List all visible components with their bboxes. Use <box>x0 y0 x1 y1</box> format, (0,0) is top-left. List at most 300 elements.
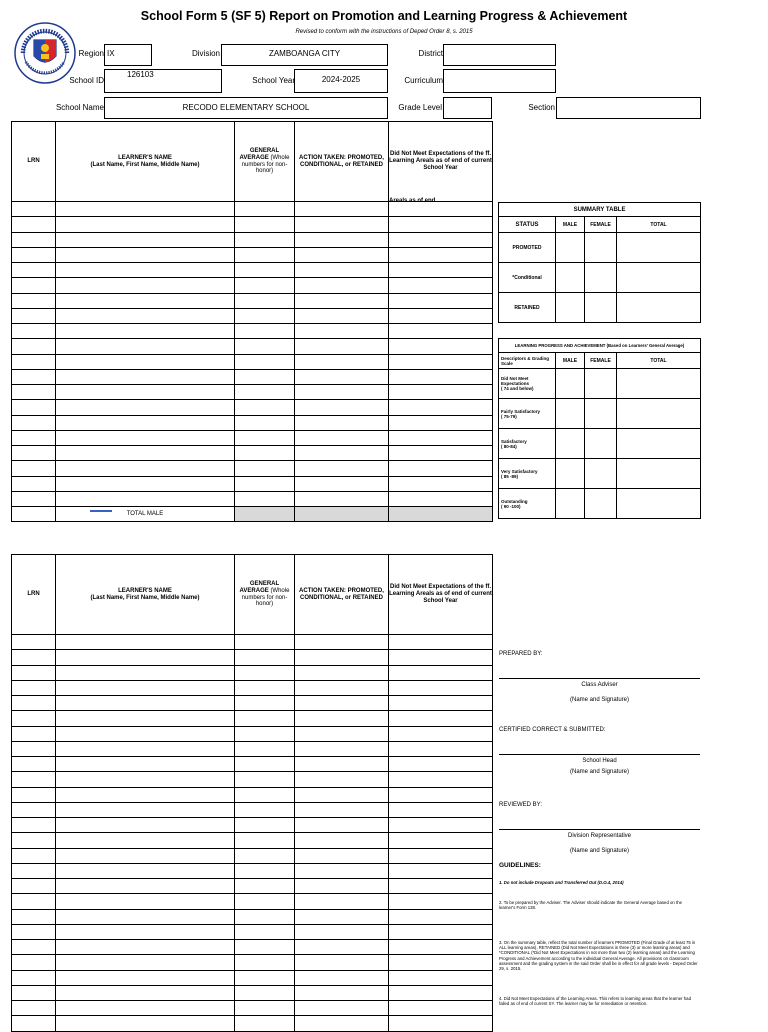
cell[interactable] <box>556 369 585 399</box>
col-general-average-header <box>235 555 295 635</box>
descriptor-range: ( 85 -89) <box>501 473 519 479</box>
learner-cell[interactable] <box>12 635 56 650</box>
learner-cell[interactable] <box>12 1001 56 1016</box>
learner-cell[interactable] <box>235 635 295 650</box>
learner-cell[interactable] <box>295 217 389 232</box>
learner-cell[interactable] <box>295 848 389 863</box>
summary-row-promoted: PROMOTED <box>499 233 556 263</box>
learner-cell[interactable] <box>389 955 493 970</box>
learner-cell[interactable] <box>56 446 235 461</box>
learner-cell[interactable] <box>389 1001 493 1016</box>
learner-cell[interactable] <box>12 324 56 339</box>
learner-cell[interactable] <box>56 726 235 741</box>
learner-cell[interactable] <box>235 339 295 354</box>
learner-cell[interactable] <box>389 924 493 939</box>
learner-cell[interactable] <box>295 400 389 415</box>
learner-cell[interactable] <box>295 863 389 878</box>
table-row <box>12 772 493 787</box>
cell[interactable] <box>617 263 701 293</box>
learner-cell[interactable] <box>295 308 389 323</box>
col-not-met-header: Did Not Meet Expectations of the ff. Learning Areals as of end of current School Year <box>389 122 493 202</box>
learner-cell[interactable] <box>389 263 493 278</box>
cell[interactable] <box>556 399 585 429</box>
learner-cell[interactable] <box>235 894 295 909</box>
learner-cell[interactable] <box>235 461 295 476</box>
learner-cell[interactable] <box>235 278 295 293</box>
learner-cell[interactable] <box>235 1016 295 1031</box>
learner-cell[interactable] <box>295 924 389 939</box>
learner-cell[interactable] <box>12 385 56 400</box>
learner-cell[interactable] <box>295 415 389 430</box>
learner-cell[interactable] <box>389 985 493 1000</box>
learner-cell[interactable] <box>389 680 493 695</box>
learner-cell[interactable] <box>295 461 389 476</box>
learner-cell[interactable] <box>295 970 389 985</box>
school-head-signature-line[interactable] <box>499 754 700 755</box>
school-name-field[interactable]: RECODO ELEMENTARY SCHOOL <box>104 97 388 119</box>
learner-cell[interactable] <box>389 354 493 369</box>
total-male-label-cell[interactable] <box>56 507 235 522</box>
col-lrn-header: LRN <box>12 122 56 202</box>
learner-cell[interactable] <box>56 909 235 924</box>
table-row <box>12 461 493 476</box>
learner-cell[interactable] <box>295 757 389 772</box>
learner-cell[interactable] <box>12 217 56 232</box>
learner-cell[interactable] <box>295 247 389 262</box>
learner-cell[interactable] <box>56 772 235 787</box>
learner-cell[interactable] <box>12 263 56 278</box>
learner-cell[interactable] <box>12 339 56 354</box>
learner-cell[interactable] <box>12 430 56 445</box>
learner-cell[interactable] <box>235 879 295 894</box>
learner-cell[interactable] <box>295 833 389 848</box>
learner-cell[interactable] <box>56 848 235 863</box>
learner-cell[interactable] <box>12 879 56 894</box>
learner-cell[interactable] <box>12 818 56 833</box>
cell[interactable] <box>556 489 585 519</box>
learner-cell[interactable] <box>295 985 389 1000</box>
section-field[interactable] <box>556 97 701 119</box>
learner-cell[interactable] <box>56 650 235 665</box>
learner-cell[interactable] <box>12 772 56 787</box>
table-row <box>12 863 493 878</box>
learner-cell[interactable] <box>389 385 493 400</box>
learner-cell[interactable] <box>56 293 235 308</box>
cell[interactable] <box>585 369 617 399</box>
table-row <box>12 1001 493 1016</box>
learner-cell[interactable] <box>56 696 235 711</box>
learner-cell[interactable] <box>235 232 295 247</box>
learner-cell[interactable] <box>12 711 56 726</box>
learner-cell[interactable] <box>56 711 235 726</box>
summary-col-male: MALE <box>556 217 585 233</box>
learner-cell[interactable] <box>389 415 493 430</box>
learner-cell[interactable] <box>389 879 493 894</box>
learner-cell[interactable] <box>235 324 295 339</box>
learner-cell[interactable] <box>235 909 295 924</box>
learner-cell[interactable] <box>295 1001 389 1016</box>
learner-cell[interactable] <box>56 924 235 939</box>
division-rep-signature-line[interactable] <box>499 829 700 830</box>
learner-cell[interactable] <box>389 430 493 445</box>
cell[interactable] <box>585 293 617 323</box>
cell[interactable] <box>556 459 585 489</box>
cell[interactable] <box>585 429 617 459</box>
learner-cell[interactable] <box>56 400 235 415</box>
total-cell[interactable] <box>295 507 389 522</box>
learner-cell[interactable] <box>295 491 389 506</box>
learner-cell[interactable] <box>235 293 295 308</box>
region-field[interactable]: IX <box>104 44 152 66</box>
descriptor-range: ( 75-79) <box>501 413 517 419</box>
descriptor-name: Very Satisfactory <box>501 468 538 474</box>
learner-cell[interactable] <box>295 909 389 924</box>
learner-cell[interactable] <box>235 848 295 863</box>
division-rep-label: Division Representative <box>567 833 632 839</box>
descriptor-name: Did Not Meet Expectations <box>501 376 530 386</box>
learner-cell[interactable] <box>389 848 493 863</box>
learner-cell[interactable] <box>56 970 235 985</box>
learner-cell[interactable] <box>235 970 295 985</box>
learner-cell[interactable] <box>235 430 295 445</box>
learner-cell[interactable] <box>12 924 56 939</box>
learner-cell[interactable] <box>56 1001 235 1016</box>
learner-cell[interactable] <box>235 385 295 400</box>
learner-cell[interactable] <box>235 400 295 415</box>
learner-cell[interactable] <box>295 446 389 461</box>
learner-cell[interactable] <box>235 415 295 430</box>
learner-cell[interactable] <box>295 650 389 665</box>
learner-cell[interactable] <box>56 232 235 247</box>
learner-cell[interactable] <box>389 491 493 506</box>
cell[interactable] <box>617 399 701 429</box>
cell[interactable] <box>617 429 701 459</box>
learner-cell[interactable] <box>295 665 389 680</box>
learner-cell[interactable] <box>389 369 493 384</box>
total-cell[interactable] <box>389 507 493 522</box>
cell[interactable] <box>617 233 701 263</box>
cell[interactable] <box>585 263 617 293</box>
learner-cell[interactable] <box>56 263 235 278</box>
learner-cell[interactable] <box>295 772 389 787</box>
learner-cell[interactable] <box>389 940 493 955</box>
learner-cell[interactable] <box>56 757 235 772</box>
learner-cell[interactable] <box>12 940 56 955</box>
learner-cell[interactable] <box>56 385 235 400</box>
learner-cell[interactable] <box>235 726 295 741</box>
summary-row-retained: RETAINED <box>499 293 556 323</box>
learner-cell[interactable] <box>389 696 493 711</box>
learner-cell[interactable] <box>389 772 493 787</box>
learner-cell[interactable] <box>12 476 56 491</box>
learner-cell[interactable] <box>295 726 389 741</box>
learner-cell[interactable] <box>12 232 56 247</box>
col-avg-note: (Whole numbers for non-honor) <box>241 154 290 175</box>
learner-cell[interactable] <box>235 711 295 726</box>
learner-cell[interactable] <box>389 741 493 756</box>
learner-cell[interactable] <box>235 833 295 848</box>
learner-cell[interactable] <box>56 955 235 970</box>
learner-cell[interactable] <box>389 400 493 415</box>
learner-cell[interactable] <box>56 833 235 848</box>
learner-cell[interactable] <box>12 848 56 863</box>
school-name-label: School Name <box>55 103 104 112</box>
learner-cell[interactable] <box>56 665 235 680</box>
learner-cell[interactable] <box>295 787 389 802</box>
learner-cell[interactable] <box>295 940 389 955</box>
learner-cell[interactable] <box>235 308 295 323</box>
learner-cell[interactable] <box>295 278 389 293</box>
learner-cell[interactable] <box>56 879 235 894</box>
learner-cell[interactable] <box>295 635 389 650</box>
learner-cell[interactable] <box>12 680 56 695</box>
summary-col-total: TOTAL <box>617 217 701 233</box>
learner-cell[interactable] <box>12 415 56 430</box>
learner-cell[interactable] <box>389 247 493 262</box>
learner-cell[interactable] <box>235 863 295 878</box>
guideline-4: 4. Did Not Meet Expectations of the Learning Areas. This refers to learning areas that the learner had failed as of end of current SY. The learner may be for remediation or retention. <box>499 996 691 1007</box>
learner-cell[interactable] <box>56 247 235 262</box>
learner-cell[interactable] <box>295 894 389 909</box>
cell[interactable] <box>556 263 585 293</box>
learner-cell[interactable] <box>12 369 56 384</box>
learner-cell[interactable] <box>235 940 295 955</box>
learner-cell[interactable] <box>295 232 389 247</box>
section-label: Section <box>528 103 555 112</box>
learner-cell[interactable] <box>389 665 493 680</box>
cell[interactable] <box>556 233 585 263</box>
cell[interactable] <box>585 399 617 429</box>
learner-cell[interactable] <box>12 1016 56 1031</box>
learner-cell[interactable] <box>12 909 56 924</box>
learner-cell[interactable] <box>56 278 235 293</box>
cell[interactable] <box>585 233 617 263</box>
learner-cell[interactable] <box>389 894 493 909</box>
learner-cell[interactable] <box>235 247 295 262</box>
total-cell[interactable] <box>235 507 295 522</box>
learner-cell[interactable] <box>235 217 295 232</box>
learner-cell[interactable] <box>56 985 235 1000</box>
learner-cell[interactable] <box>389 476 493 491</box>
learner-cell[interactable] <box>12 787 56 802</box>
learner-cell[interactable] <box>56 818 235 833</box>
learner-cell[interactable] <box>12 293 56 308</box>
adviser-signature-line[interactable] <box>499 678 700 679</box>
learner-cell[interactable] <box>389 339 493 354</box>
learner-cell[interactable] <box>235 476 295 491</box>
learner-cell[interactable] <box>56 369 235 384</box>
learner-cell[interactable] <box>235 741 295 756</box>
learner-cell[interactable] <box>389 232 493 247</box>
learner-cell[interactable] <box>295 324 389 339</box>
learner-cell[interactable] <box>12 726 56 741</box>
learner-cell[interactable] <box>295 741 389 756</box>
school-year-field[interactable]: 2024-2025 <box>294 69 388 93</box>
learner-cell[interactable] <box>235 354 295 369</box>
learner-cell[interactable] <box>56 491 235 506</box>
learner-cell[interactable] <box>389 461 493 476</box>
learner-cell[interactable] <box>295 818 389 833</box>
cell[interactable] <box>617 369 701 399</box>
learner-cell[interactable] <box>56 741 235 756</box>
name-signature-label: (Name and Signature) <box>569 848 630 854</box>
learner-cell[interactable] <box>389 1016 493 1031</box>
learner-cell[interactable] <box>389 726 493 741</box>
learner-cell[interactable] <box>389 446 493 461</box>
learner-cell[interactable] <box>12 985 56 1000</box>
learner-cell[interactable] <box>56 339 235 354</box>
learner-cell[interactable] <box>389 711 493 726</box>
learner-cell[interactable] <box>295 385 389 400</box>
learner-cell[interactable] <box>56 787 235 802</box>
learner-cell[interactable] <box>235 263 295 278</box>
learner-cell[interactable] <box>295 293 389 308</box>
learner-cell[interactable] <box>389 787 493 802</box>
learner-cell[interactable] <box>12 308 56 323</box>
learner-cell[interactable] <box>56 680 235 695</box>
learner-cell[interactable] <box>12 491 56 506</box>
learner-cell[interactable] <box>235 446 295 461</box>
learner-cell[interactable] <box>295 1016 389 1031</box>
total-cell <box>12 507 56 522</box>
division-field[interactable]: ZAMBOANGA CITY <box>221 44 388 66</box>
learner-cell[interactable] <box>235 680 295 695</box>
learner-cell[interactable] <box>12 863 56 878</box>
learner-cell[interactable] <box>235 202 295 217</box>
progress-row-very-satisfactory <box>499 459 556 489</box>
learner-cell[interactable] <box>295 202 389 217</box>
learner-cell[interactable] <box>12 757 56 772</box>
learner-cell[interactable] <box>56 354 235 369</box>
learner-cell[interactable] <box>235 772 295 787</box>
learner-cell[interactable] <box>56 894 235 909</box>
learner-cell[interactable] <box>56 1016 235 1031</box>
learner-cell[interactable] <box>12 461 56 476</box>
cell[interactable] <box>556 293 585 323</box>
learner-cell[interactable] <box>56 476 235 491</box>
table-row <box>12 217 493 232</box>
cell[interactable] <box>617 489 701 519</box>
cell[interactable] <box>585 489 617 519</box>
table-row <box>12 940 493 955</box>
learner-cell[interactable] <box>235 369 295 384</box>
learner-cell[interactable] <box>12 400 56 415</box>
school-id-field[interactable]: 126103 <box>104 69 222 93</box>
learner-cell[interactable] <box>56 202 235 217</box>
cell[interactable] <box>556 429 585 459</box>
learner-cell[interactable] <box>235 491 295 506</box>
learner-cell[interactable] <box>295 879 389 894</box>
learner-cell[interactable] <box>389 635 493 650</box>
grade-level-field[interactable] <box>443 97 492 119</box>
learner-cell[interactable] <box>56 308 235 323</box>
form-title: School Form 5 (SF 5) Report on Promotion and Learning Progress & Achievement <box>140 9 628 23</box>
learner-cell[interactable] <box>295 339 389 354</box>
learner-cell[interactable] <box>12 970 56 985</box>
table-row <box>12 802 493 817</box>
learner-cell[interactable] <box>389 757 493 772</box>
learner-cell[interactable] <box>295 354 389 369</box>
learner-cell[interactable] <box>235 818 295 833</box>
learner-cell[interactable] <box>56 940 235 955</box>
learner-cell[interactable] <box>235 665 295 680</box>
learner-cell[interactable] <box>12 202 56 217</box>
learner-cell[interactable] <box>235 757 295 772</box>
learner-cell[interactable] <box>235 955 295 970</box>
table-row <box>12 308 493 323</box>
cell[interactable] <box>585 459 617 489</box>
learner-cell[interactable] <box>235 787 295 802</box>
learner-cell[interactable] <box>235 650 295 665</box>
learner-cell[interactable] <box>12 833 56 848</box>
curriculum-field[interactable] <box>443 69 556 93</box>
learner-cell[interactable] <box>56 430 235 445</box>
learner-cell[interactable] <box>389 278 493 293</box>
learner-cell[interactable] <box>389 217 493 232</box>
learner-cell[interactable] <box>56 635 235 650</box>
learner-cell[interactable] <box>389 324 493 339</box>
learner-cell[interactable] <box>12 247 56 262</box>
learner-cell[interactable] <box>295 696 389 711</box>
learner-cell[interactable] <box>295 263 389 278</box>
learner-cell[interactable] <box>235 1001 295 1016</box>
learner-cell[interactable] <box>235 802 295 817</box>
learner-cell[interactable] <box>12 894 56 909</box>
learner-cell[interactable] <box>12 802 56 817</box>
cell[interactable] <box>617 459 701 489</box>
district-field[interactable] <box>443 44 556 66</box>
learner-cell[interactable] <box>56 802 235 817</box>
learner-cell[interactable] <box>235 696 295 711</box>
learner-cell[interactable] <box>389 909 493 924</box>
learner-cell[interactable] <box>295 711 389 726</box>
learner-cell[interactable] <box>389 863 493 878</box>
learner-cell[interactable] <box>295 802 389 817</box>
learner-cell[interactable] <box>295 680 389 695</box>
table-row <box>12 848 493 863</box>
learner-cell[interactable] <box>295 955 389 970</box>
learner-cell[interactable] <box>12 696 56 711</box>
table-row <box>12 955 493 970</box>
learner-cell[interactable] <box>389 293 493 308</box>
learner-cell[interactable] <box>389 833 493 848</box>
learner-cell[interactable] <box>389 308 493 323</box>
descriptor-name: Outstanding <box>501 498 528 504</box>
learner-cell[interactable] <box>295 476 389 491</box>
learner-cell[interactable] <box>12 446 56 461</box>
learner-cell[interactable] <box>56 863 235 878</box>
learner-cell[interactable] <box>12 650 56 665</box>
learner-cell[interactable] <box>235 924 295 939</box>
learner-cell[interactable] <box>56 217 235 232</box>
learner-cell[interactable] <box>389 802 493 817</box>
learner-cell[interactable] <box>235 985 295 1000</box>
learner-cell[interactable] <box>12 665 56 680</box>
learner-cell[interactable] <box>12 741 56 756</box>
learner-cell[interactable] <box>56 415 235 430</box>
learner-cell[interactable] <box>12 278 56 293</box>
cell[interactable] <box>617 293 701 323</box>
learner-cell[interactable] <box>12 354 56 369</box>
learner-cell[interactable] <box>295 430 389 445</box>
learner-cell[interactable] <box>12 955 56 970</box>
learner-cell[interactable] <box>389 970 493 985</box>
learner-cell[interactable] <box>389 650 493 665</box>
learner-cell[interactable] <box>56 461 235 476</box>
learner-cell[interactable] <box>56 324 235 339</box>
learner-cell[interactable] <box>295 369 389 384</box>
learner-cell[interactable] <box>389 818 493 833</box>
